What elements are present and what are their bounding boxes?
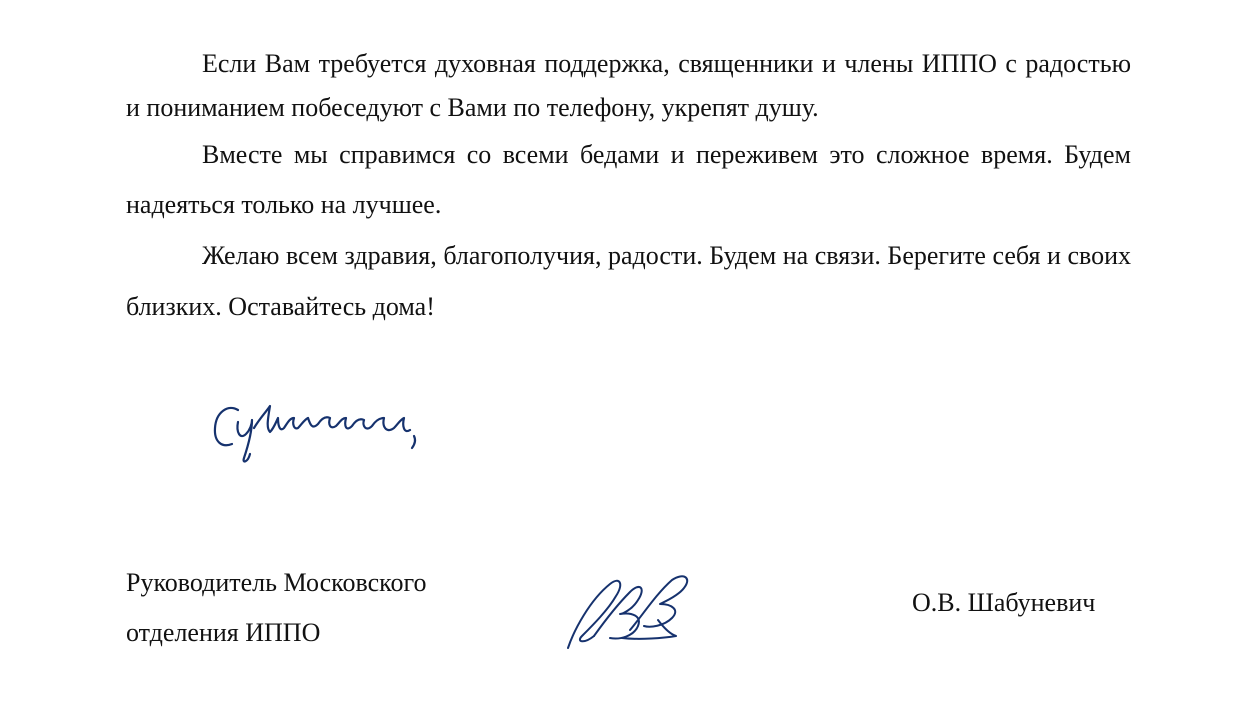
position-line-2: отделения ИППО — [126, 618, 321, 647]
letter-body — [126, 42, 1131, 332]
paragraph-wishes: Желаю всем здравия, благополучия, радости. Будем на связи. Берегите себя и своих близких. Оставайтесь дома! — [126, 241, 1131, 321]
signer-position — [126, 558, 426, 658]
signer-name: О.В. Шабуневич — [912, 588, 1096, 617]
paragraph-support: Если Вам требуется духовная поддержка, священники и члены ИППО с радостью и пониманием побеседуют с Вами по телефону, укрепят душу. — [126, 49, 1131, 122]
handwritten-closing — [208, 388, 438, 472]
paragraph-together: Вместе мы справимся со всеми бедами и переживем это сложное время. Будем надеяться только на лучшее. — [126, 140, 1131, 219]
position-line-1: Руководитель Московского — [126, 568, 427, 597]
handwritten-signature — [560, 570, 700, 656]
